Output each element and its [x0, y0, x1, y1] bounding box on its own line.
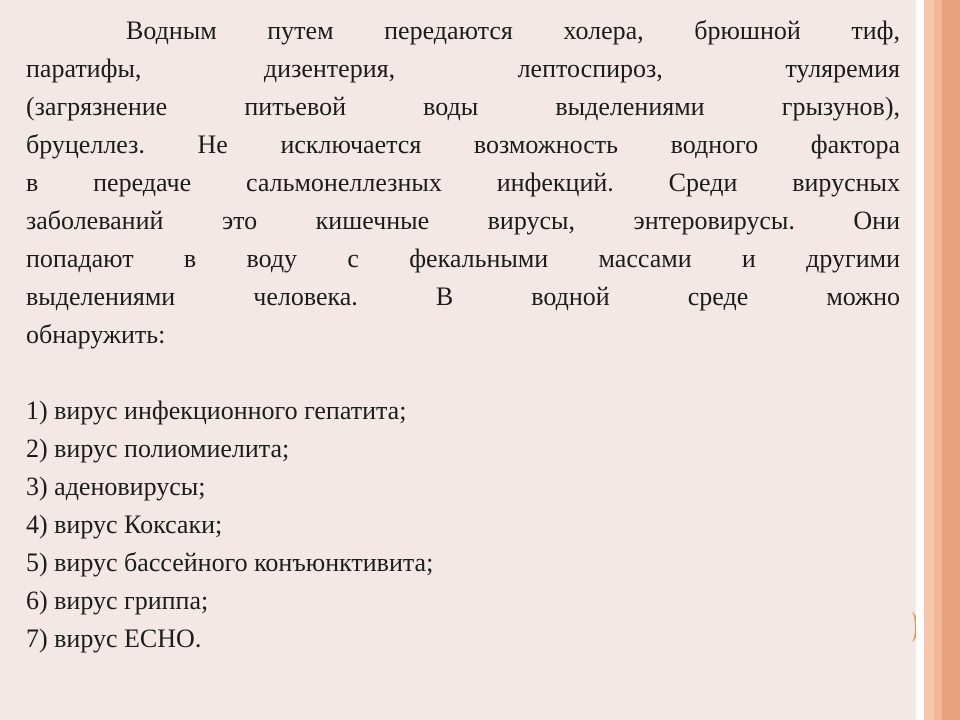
border-stripe-light: [924, 0, 934, 720]
list-item: 4) вирус Коксаки;: [26, 510, 223, 539]
border-gap: [916, 0, 924, 720]
paragraph-line: Водным путем передаются холера, брюшной тиф,: [126, 16, 900, 45]
paragraph-line: заболеваний это кишечные вирусы, энтеровирусы. Они: [26, 206, 900, 235]
list-item: 7) вирус ECHO.: [26, 624, 202, 653]
paragraph-line: (загрязнение питьевой воды выделениями грызунов),: [26, 92, 900, 121]
paragraph-line: выделениями человека. В водной среде можно: [26, 282, 900, 311]
list-item: 2) вирус полиомиелита;: [26, 434, 290, 463]
virus-list: [26, 392, 900, 658]
paragraph-line: бруцеллез. Не исключается возможность водного фактора: [26, 130, 900, 159]
paragraph-line: в передаче сальмонеллезных инфекций. Среди вирусных: [26, 168, 900, 197]
list-item: 5) вирус бассейного конъюнктивита;: [26, 548, 434, 577]
border-stripe-mid: [934, 0, 942, 720]
list-item: 1) вирус инфекционного гепатита;: [26, 396, 407, 425]
paragraph-line: паратифы, дизентерия, лептоспироз, туляремия: [26, 54, 900, 83]
paragraph-line: обнаружить:: [26, 320, 166, 349]
slide-content: [26, 12, 900, 658]
body-paragraph: [26, 12, 900, 354]
list-item: 3) аденовирусы;: [26, 472, 206, 501]
list-item: 6) вирус гриппа;: [26, 586, 209, 615]
border-stripe-dark: [942, 0, 960, 720]
paragraph-line: попадают в воду с фекальными массами и другими: [26, 244, 900, 273]
